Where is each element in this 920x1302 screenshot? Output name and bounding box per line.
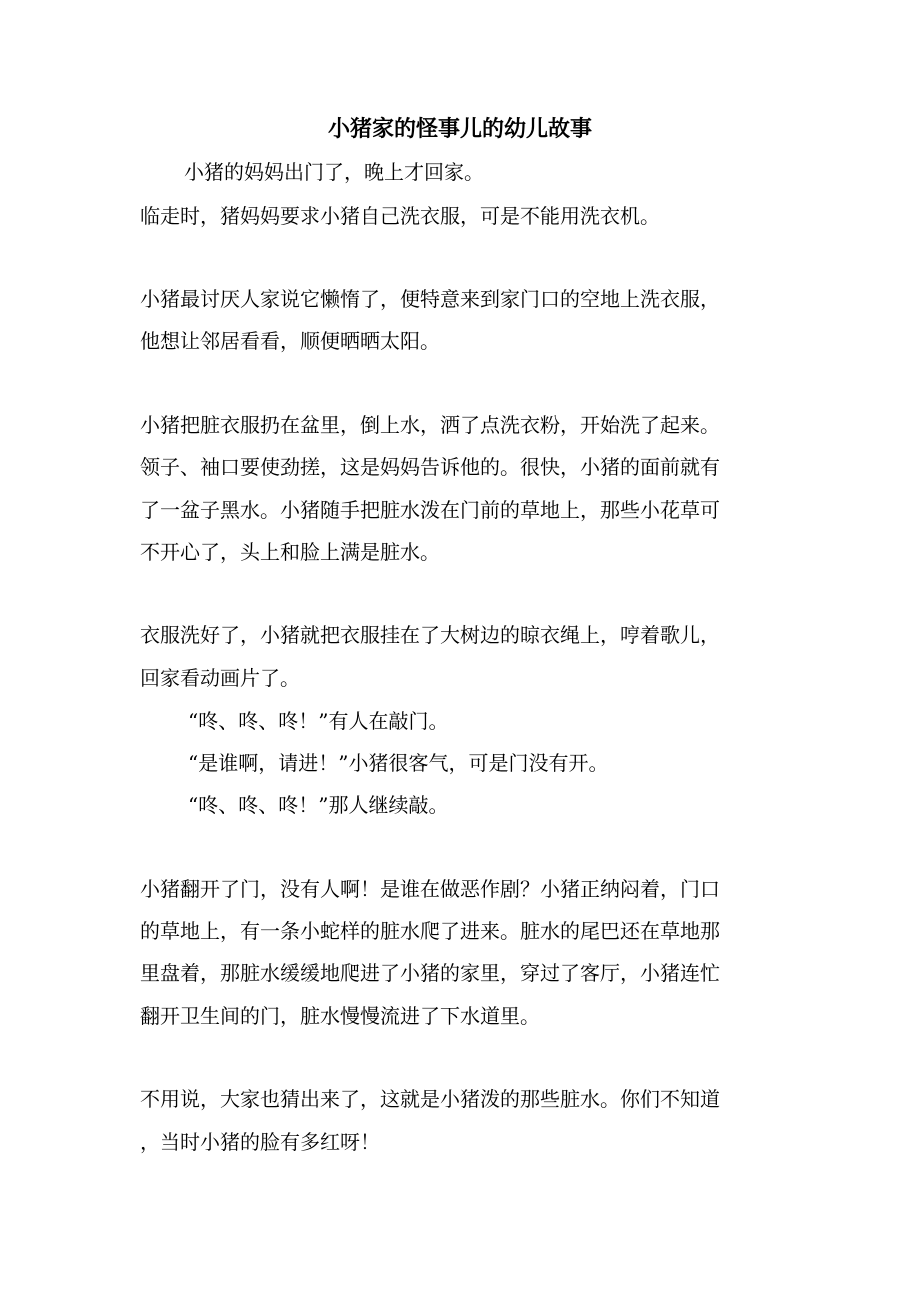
- paragraph-line: 不用说，大家也猜出来了，这就是小猪泼的那些脏水。你们不知道: [140, 1087, 720, 1111]
- paragraph-line: 他想让邻居看看，顺便晒晒太阳。: [140, 329, 440, 353]
- document-title: 小猪家的怪事儿的幼儿故事: [327, 116, 592, 142]
- paragraph-line: 的草地上，有一条小蛇样的脏水爬了进来。脏水的尾巴还在草地那: [140, 919, 720, 943]
- paragraph-line: 小猪把脏衣服扔在盆里，倒上水，洒了点洗衣粉，开始洗了起来。: [140, 413, 720, 437]
- dialogue-line: “咚、咚、咚！”有人在敲门。: [188, 709, 449, 733]
- paragraph-line: 小猪最讨厌人家说它懒惰了，便特意来到家门口的空地上洗衣服，: [140, 287, 720, 311]
- paragraph-line: 翻开卫生间的门，脏水慢慢流进了下水道里。: [140, 1004, 540, 1028]
- paragraph-line: ，当时小猪的脸有多红呀！: [140, 1130, 380, 1154]
- paragraph-line: 回家看动画片了。: [140, 666, 300, 690]
- paragraph-line: 不开心了，头上和脸上满是脏水。: [140, 540, 440, 564]
- paragraph-line: 小猪翻开了门，没有人啊！是谁在做恶作剧？小猪正纳闷着，门口: [140, 877, 720, 901]
- paragraph-line: 了一盆子黑水。小猪随手把脏水泼在门前的草地上，那些小花草可: [140, 498, 720, 522]
- paragraph-line: 临走时，猪妈妈要求小猪自己洗衣服，可是不能用洗衣机。: [140, 204, 660, 228]
- dialogue-line: “咚、咚、咚！”那人继续敲。: [188, 793, 449, 817]
- paragraph-line: 衣服洗好了，小猪就把衣服挂在了大树边的晾衣绳上，哼着歌儿，: [140, 623, 720, 647]
- paragraph-line: 领子、袖口要使劲搓，这是妈妈告诉他的。很快，小猪的面前就有: [140, 455, 720, 479]
- paragraph-line: 小猪的妈妈出门了，晚上才回家。: [184, 160, 484, 184]
- dialogue-line: “是谁啊，请进！”小猪很客气，可是门没有开。: [188, 751, 609, 775]
- paragraph-line: 里盘着，那脏水缓缓地爬进了小猪的家里，穿过了客厅，小猪连忙: [140, 961, 720, 985]
